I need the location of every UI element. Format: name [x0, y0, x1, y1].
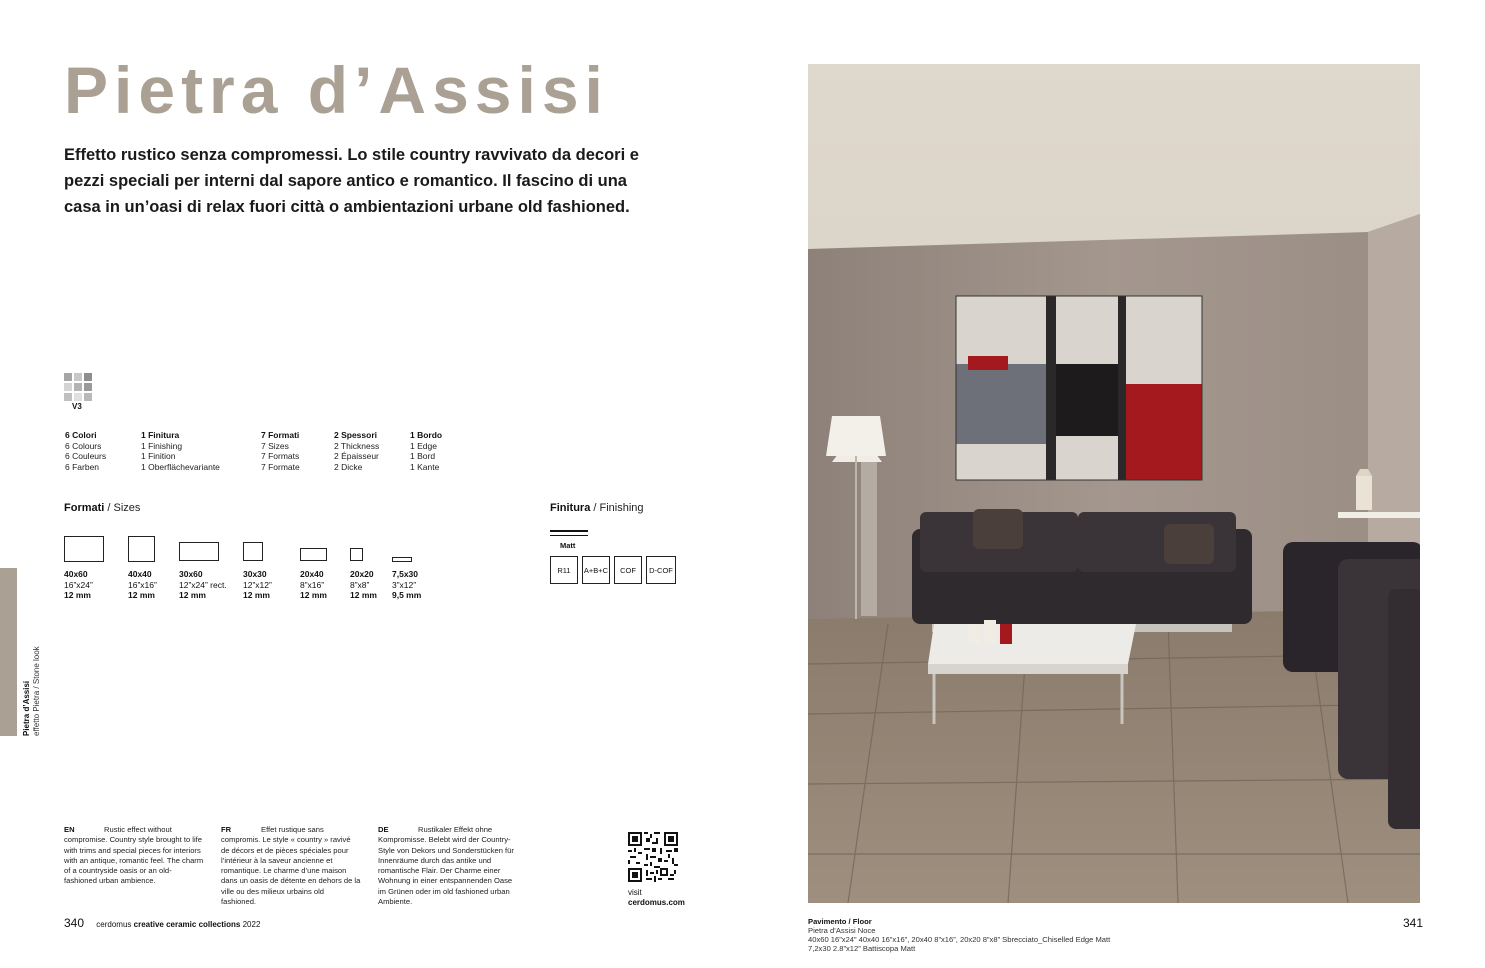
swatch-code: V3: [72, 402, 82, 411]
qr-code-icon[interactable]: [628, 832, 678, 882]
swatch-cell: [64, 373, 72, 381]
badge-r11: R11: [550, 556, 578, 584]
size-label-40x60: 40x60 16”x24” 12 mm: [64, 569, 93, 600]
size-label-7-5x30: 7,5x30 3”x12” 9,5 mm: [392, 569, 422, 600]
swatch-cell: [84, 393, 92, 401]
badge-dcof: D-COF: [646, 556, 676, 584]
swatch-cell: [74, 383, 82, 391]
size-label-20x40: 20x40 8”x16” 12 mm: [300, 569, 327, 600]
page-number-right: 341: [1403, 916, 1424, 930]
size-shape-40x60: [64, 536, 104, 562]
spec-edge: 1 Bordo 1 Edge 1 Bord 1 Kante: [410, 430, 443, 472]
intro-text: Effetto rustico senza compromessi. Lo stile country ravvivato da decori e pezzi speciali per interni dal sapore antico e romantico. Il fascino di una casa in un’oasi di relax fuori città o ambientazioni urbane old fashioned.: [64, 146, 639, 216]
visit-link[interactable]: visit cerdomus.com: [628, 888, 685, 907]
size-label-30x60: 30x60 12”x24” rect. 12 mm: [179, 569, 227, 600]
collection-title: Pietra d’Assisi: [64, 53, 609, 127]
color-swatch: [64, 373, 92, 401]
side-accent-bar: [0, 568, 17, 736]
spec-colors: 6 Colori 6 Colours 6 Couleurs 6 Farben: [65, 430, 107, 472]
finishing-heading: Finitura / Finishing: [550, 502, 644, 514]
size-label-40x40: 40x40 16”x16” 12 mm: [128, 569, 157, 600]
interior-photo: [808, 64, 1420, 903]
swatch-cell: [84, 383, 92, 391]
photo-caption: Pavimento / Floor Pietra d’Assisi Noce 40x60 16”x24” 40x40 16”x16”, 20x40 8”x16”, 20x20 8”x8” Sbrecciato_Chiselled Edge Matt 7,2x30 2.8”x12” Battiscopa Matt: [808, 917, 1111, 953]
badge-cof: COF: [614, 556, 642, 584]
size-shape-30x30: [243, 542, 263, 561]
size-shape-20x20: [350, 548, 363, 561]
finish-icon: [550, 530, 588, 536]
footer-left: 340 cerdomus creative ceramic collections 2022: [64, 916, 261, 930]
spec-thickness: 2 Spessori 2 Thickness 2 Épaisseur 2 Dicke: [334, 430, 380, 472]
swatch-cell: [74, 393, 82, 401]
size-shape-20x40: [300, 548, 327, 561]
swatch-cell: [84, 373, 92, 381]
description-en: EN Rustic effect without compromise. Country style brought to life with trims and special pieces for interiors with an antique, romantic feel. The charm of a countryside oasis or an old-fashioned urban ambience.: [64, 825, 204, 886]
size-label-20x20: 20x20 8”x8” 12 mm: [350, 569, 377, 600]
swatch-cell: [64, 393, 72, 401]
spec-finishing: 1 Finitura 1 Finishing 1 Finition 1 Oberflächevariante: [141, 430, 220, 472]
swatch-cell: [74, 373, 82, 381]
finish-name: Matt: [560, 541, 576, 550]
description-de: DE Rustikaler Effekt ohne Kompromisse. Belebt wird der Country-Style von Dekors und Sonderstücken für Innenräume durch das antike und romantische Flair. Der Charme einer Wohnung in einer entspannenden Oase im Grünen oder im old fashioned urban Ambiente.: [378, 825, 514, 907]
size-shape-40x40: [128, 536, 155, 562]
formats-heading: Formati / Sizes: [64, 502, 141, 514]
swatch-cell: [64, 383, 72, 391]
side-label: Pietra d’Assisi effetto Pietra / Stone look: [22, 646, 41, 736]
spec-formats: 7 Formati 7 Sizes 7 Formats 7 Formate: [261, 430, 300, 472]
size-shape-7-5x30: [392, 557, 412, 562]
size-shape-30x60: [179, 542, 219, 561]
description-fr: FR Effet rustique sans compromis. Le style « country » ravivé de décors et de pièces spéciales pour l’intérieur à la saveur ancienne et romantique. Le charme d’une maison dans un oasis de détente en dehors de la ville ou des milieux urbains old fashioned.: [221, 825, 361, 907]
badge-abc: A+B+C: [582, 556, 610, 584]
size-label-30x30: 30x30 12”x12” 12 mm: [243, 569, 272, 600]
